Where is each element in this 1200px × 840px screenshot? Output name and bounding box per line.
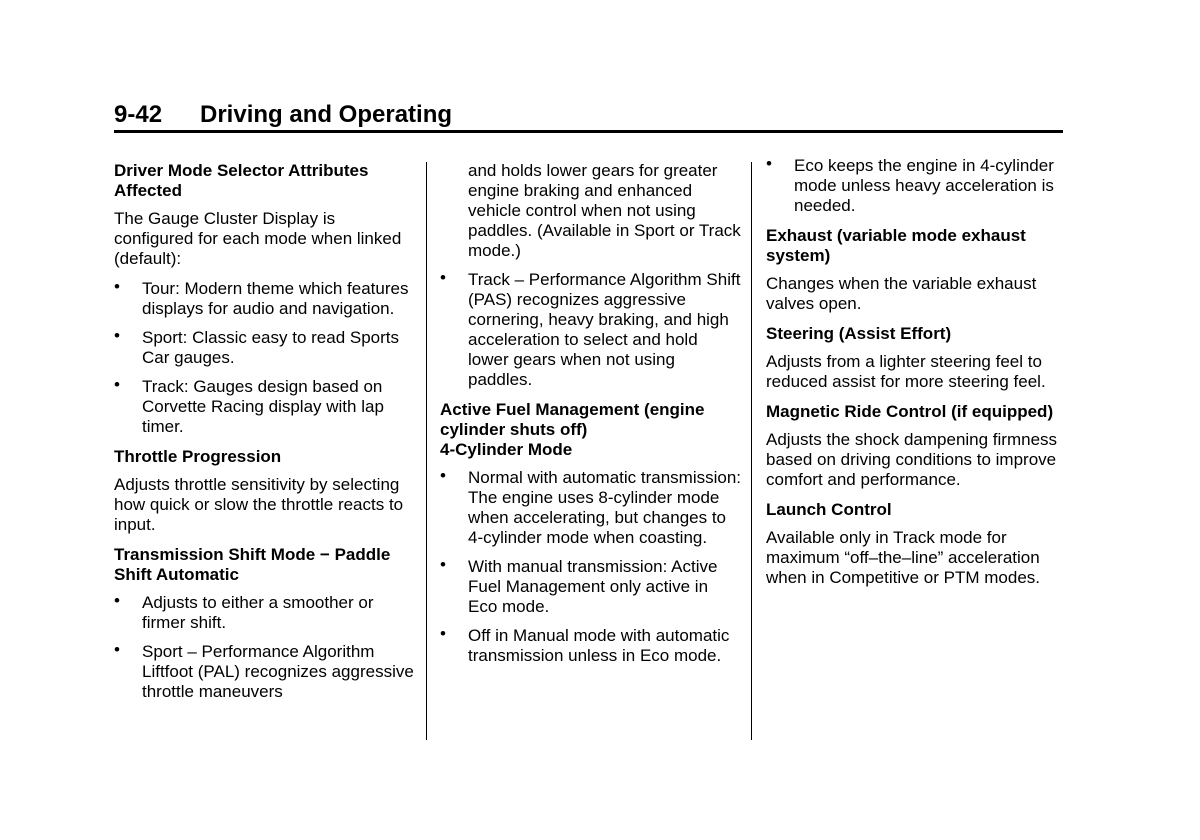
- bullet-item: [440, 557, 742, 617]
- bullet-continuation: and holds lower gears for greater engine braking and enhanced vehicle control when not using paddles. (Available in Sport or Track mode.): [468, 161, 741, 260]
- bullet-glyph: •: [440, 555, 446, 574]
- paragraph-gauge-cluster: The Gauge Cluster Display is configured for each mode when linked (default):: [114, 209, 402, 268]
- heading-active-fuel-management: [440, 400, 742, 460]
- bullet-text: With manual transmission: Active Fuel Management only active in Eco mode.: [468, 557, 718, 616]
- bullet-text: Sport – Performance Algorithm Liftfoot (PAL) recognizes aggressive throttle maneuvers: [142, 642, 414, 701]
- column-2: [440, 161, 742, 675]
- bullet-text: Track – Performance Algorithm Shift (PAS) recognizes aggressive cornering, heavy braking, and high acceleration to select and hold lower gears when not using paddles.: [468, 270, 741, 389]
- bullet-glyph: •: [114, 375, 120, 394]
- heading-line: 4-Cylinder Mode: [440, 440, 573, 459]
- bullet-item: [114, 642, 414, 702]
- heading-steering: Steering (Assist Effort): [766, 324, 952, 343]
- bullet-text: Sport: Classic easy to read Sports Car gauges.: [142, 328, 400, 367]
- bullet-text: Adjusts to either a smoother or firmer shift.: [142, 593, 374, 632]
- heading-transmission-shift: Transmission Shift Mode − Paddle Shift Automatic: [114, 545, 391, 584]
- bullet-item: [114, 593, 414, 633]
- heading-magnetic-ride: Magnetic Ride Control (if equipped): [766, 402, 1054, 421]
- bullet-item: [440, 468, 742, 548]
- page-number: 9-42: [114, 101, 163, 128]
- heading-line: Active Fuel Management (engine cylinder shuts off): [440, 400, 705, 439]
- bullet-item: [114, 377, 414, 437]
- page-header: [114, 100, 1063, 133]
- bullet-glyph: •: [114, 640, 120, 659]
- column-3: [766, 156, 1066, 598]
- paragraph-magnetic-ride: Adjusts the shock dampening firmness based on driving conditions to improve comfort and performance.: [766, 430, 1058, 489]
- heading-driver-mode: Driver Mode Selector Attributes Affected: [114, 161, 369, 200]
- bullet-glyph: •: [440, 466, 446, 485]
- paragraph-launch-control: Available only in Track mode for maximum “off–the–line” acceleration when in Competitive or PTM modes.: [766, 528, 1040, 587]
- bullet-item: [114, 279, 414, 319]
- bullet-glyph: •: [114, 277, 120, 296]
- heading-throttle-progression: Throttle Progression: [114, 447, 282, 466]
- heading-launch-control: Launch Control: [766, 500, 892, 519]
- bullet-item: [440, 270, 742, 390]
- paragraph-steering: Adjusts from a lighter steering feel to reduced assist for more steering feel.: [766, 352, 1046, 391]
- bullet-glyph: •: [114, 591, 120, 610]
- paragraph-exhaust: Changes when the variable exhaust valves open.: [766, 274, 1037, 313]
- heading-exhaust: Exhaust (variable mode exhaust system): [766, 226, 1026, 265]
- bullet-text: Off in Manual mode with automatic transmission unless in Eco mode.: [468, 626, 730, 665]
- bullet-text: Tour: Modern theme which features displays for audio and navigation.: [142, 279, 409, 318]
- bullet-glyph: •: [440, 624, 446, 643]
- bullet-text: Eco keeps the engine in 4-cylinder mode unless heavy acceleration is needed.: [794, 156, 1054, 215]
- paragraph-throttle: Adjusts throttle sensitivity by selecting how quick or slow the throttle reacts to input.: [114, 475, 404, 534]
- column-divider-1: [426, 162, 427, 740]
- bullet-item: [114, 328, 414, 368]
- bullet-item: [766, 156, 1066, 216]
- bullet-glyph: •: [440, 268, 446, 287]
- column-divider-2: [751, 162, 752, 740]
- bullet-text: Track: Gauges design based on Corvette Racing display with lap timer.: [142, 377, 384, 436]
- section-title: Driving and Operating: [200, 101, 453, 128]
- bullet-glyph: •: [114, 326, 120, 345]
- bullet-glyph: •: [766, 154, 772, 173]
- column-1: [114, 161, 414, 711]
- bullet-text: Normal with automatic transmission: The engine uses 8-cylinder mode when accelerating, but changes to 4-cylinder mode when coasting.: [468, 468, 742, 547]
- bullet-item: [440, 626, 742, 666]
